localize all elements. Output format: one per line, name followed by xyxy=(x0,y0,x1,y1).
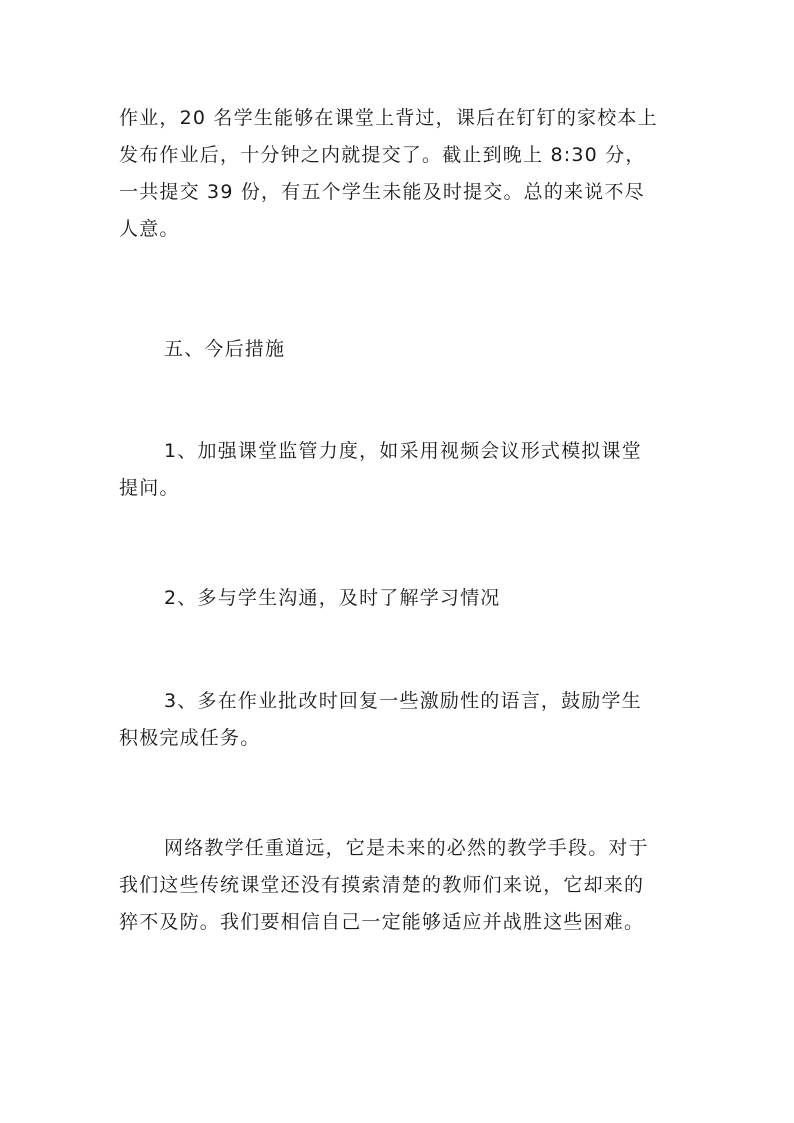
text-line: 猝不及防。我们要相信自己一定能够适应并战胜这些困难。 xyxy=(119,911,645,933)
measure-item-2 xyxy=(119,580,679,617)
text-line: 我们这些传统课堂还没有摸索清楚的教师们来说，它却来的 xyxy=(119,874,645,896)
paragraph-homework-summary xyxy=(119,100,679,248)
section-heading xyxy=(164,331,724,368)
text-line: 发布作业后，十分钟之内就提交了。截止到晚上 8:30 分， xyxy=(119,144,646,166)
text-line: 作业，20 名学生能够在课堂上背过，课后在钉钉的家校本上 xyxy=(119,107,658,129)
section-heading-text: 五、今后措施 xyxy=(164,338,286,360)
text-line: 3、多在作业批改时回复一些激励性的语言，鼓励学生 xyxy=(164,690,642,712)
measure-item-1 xyxy=(119,433,679,507)
text-line: 1、加强课堂监管力度，如采用视频会议形式模拟课堂 xyxy=(164,440,642,462)
paragraph-closing xyxy=(119,830,679,941)
text-line: 一共提交 39 份，有五个学生未能及时提交。总的来说不尽 xyxy=(119,181,645,203)
text-line: 2、多与学生沟通，及时了解学习情况 xyxy=(164,587,501,609)
text-line: 网络教学任重道远，它是未来的必然的教学手段。对于 xyxy=(164,837,649,859)
text-line: 积极完成任务。 xyxy=(119,727,261,749)
measure-item-3 xyxy=(119,683,679,757)
text-line: 人意。 xyxy=(119,218,180,240)
text-line: 提问。 xyxy=(119,477,180,499)
